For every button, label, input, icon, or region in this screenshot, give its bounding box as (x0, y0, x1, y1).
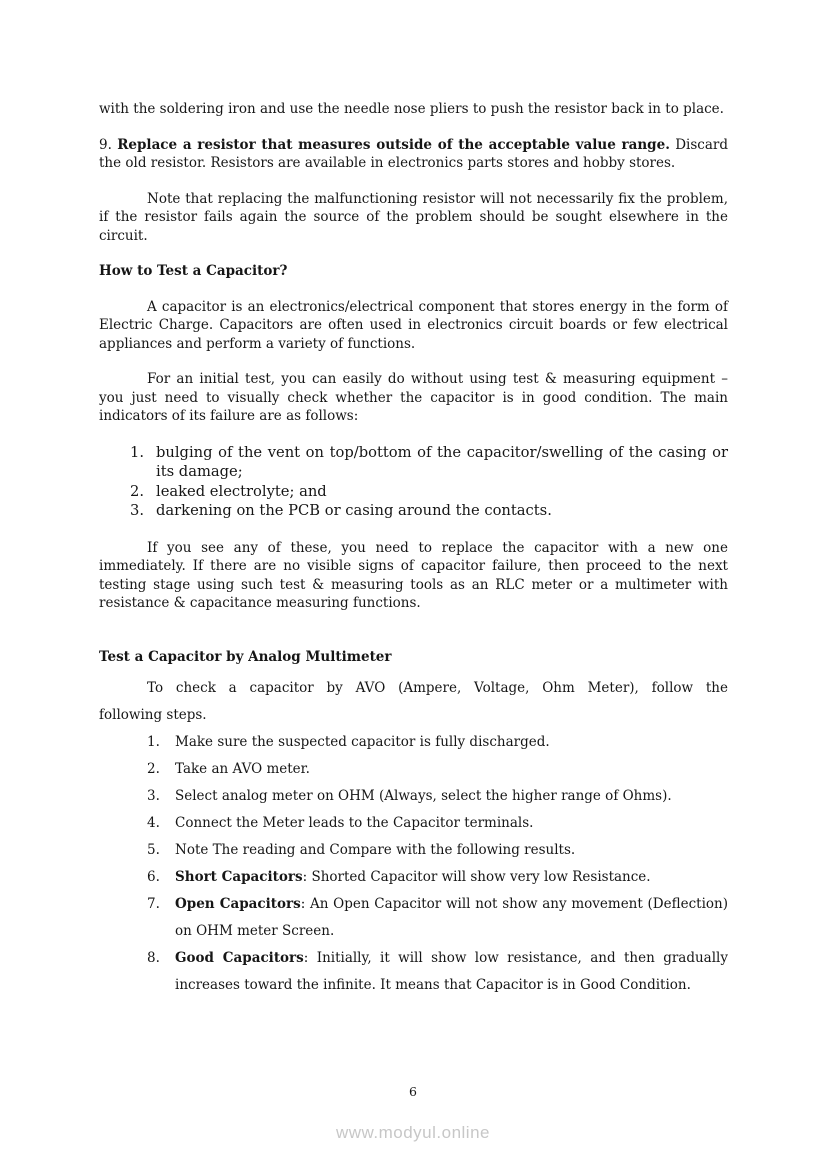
avo-steps-list (147, 729, 728, 999)
step-bold-label: Open Capacitors (175, 896, 301, 912)
step-text: : An Open Capacitor will not show any movement (Deflection) on OHM meter Screen. (175, 896, 728, 939)
list-item: bulging of the vent on top/bottom of the capacitor/swelling of the casing or its damage; (156, 443, 728, 480)
list-item (147, 837, 728, 864)
watermark-url: www.modyul.online (335, 1123, 490, 1142)
step-text: Note The reading and Compare with the following results. (175, 842, 576, 858)
list-item (147, 729, 728, 756)
step9-number: 9. (99, 136, 118, 153)
paragraph-soldering-continuation: with the soldering iron and use the needle nose pliers to push the resistor back in to place. (99, 101, 724, 117)
step-text: Connect the Meter leads to the Capacitor terminals. (175, 815, 534, 831)
paragraph-avo-intro (99, 675, 728, 729)
paragraph-initial-test: For an initial test, you can easily do without using test & measuring equipment – you just need to visually check whether the capacitor is in good condition. The main indicators of its failure are as follows: (99, 371, 728, 424)
failure-indicators-list (130, 443, 728, 521)
step-text: Take an AVO meter. (175, 761, 310, 777)
heading-how-to-test-capacitor: How to Test a Capacitor? (99, 263, 288, 279)
avo-intro-line1: To check a capacitor by AVO (Ampere, Voltage, Ohm Meter), follow the (147, 680, 728, 696)
list-item (147, 864, 728, 891)
paragraph-capacitor-definition: A capacitor is an electronics/electrical component that stores energy in the form of Electric Charge. Capacitors are often used in electronics circuit boards or few electrical appliances and perform a variety of functions. (99, 298, 728, 352)
paragraph-step9-replace-resistor (99, 136, 728, 173)
step-text: Make sure the suspected capacitor is fully discharged. (175, 734, 550, 750)
paragraph-if-you-see: If you see any of these, you need to replace the capacitor with a new one immediately. If there are no visible signs of capacitor failure, then proceed to the next testing stage using such test & measuring tools as an RLC meter or a multimeter with resistance & capacitance measuring functions. (99, 539, 728, 611)
list-item (147, 783, 728, 810)
paragraph-note-replacing: Note that replacing the malfunctioning resistor will not necessarily fix the problem, if the resistor fails again the source of the problem should be sought elsewhere in the circuit. (99, 190, 728, 244)
step9-body-text: Discard the old resistor. Resistors are available in electronics parts stores and hobby stores. (99, 136, 728, 171)
step-bold-label: Good Capacitors (175, 950, 304, 966)
list-item: darkening on the PCB or casing around the contacts. (156, 502, 552, 519)
list-item: leaked electrolyte; and (156, 482, 327, 500)
step-bold-label: Short Capacitors (175, 869, 303, 885)
list-item (147, 891, 728, 945)
page-number: 6 (409, 1084, 417, 1099)
document-body (99, 100, 728, 999)
list-item (147, 810, 728, 837)
step-text: : Initially, it will show low resistance, and then gradually increases toward the infinite. It means that Capacitor is in Good Condition. (175, 950, 728, 993)
list-item (147, 756, 728, 783)
step-text: Select analog meter on OHM (Always, select the higher range of Ohms). (175, 788, 672, 804)
step-text: : Shorted Capacitor will show very low Resistance. (302, 869, 651, 885)
list-item (147, 945, 728, 999)
step9-bold-title: Replace a resistor that measures outside of the acceptable value range. (117, 136, 670, 153)
heading-test-by-analog-multimeter: Test a Capacitor by Analog Multimeter (99, 648, 392, 665)
avo-intro-line2: following steps. (99, 707, 207, 723)
